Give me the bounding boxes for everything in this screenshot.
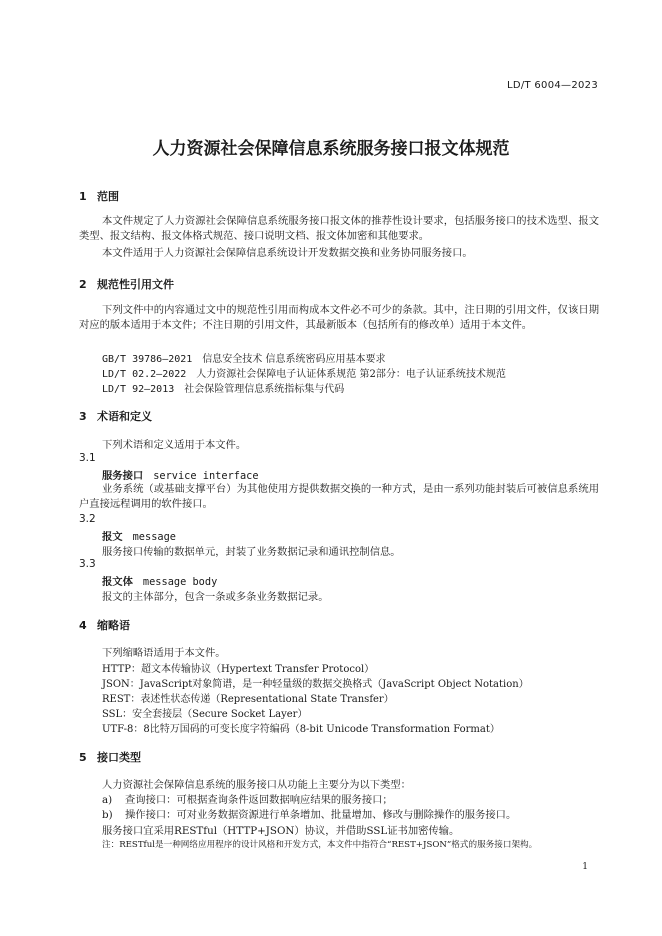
- term-zh: 报文: [102, 531, 123, 543]
- document-title: 人力资源社会保障信息系统服务接口报文体规范: [152, 139, 510, 159]
- reference-title: 信息安全技术 信息系统密码应用基本要求: [202, 354, 386, 365]
- section-3-heading: [79, 408, 152, 424]
- section-1-paragraph-1: 本文件规定了人力资源社会保障信息系统服务接口报文体的推荐性设计要求，包括服务接口的技术选型、报文类型、报文结构、报文体格式规范、接口说明文档、报文体加密和其他要求。: [79, 215, 599, 242]
- section-number: 5: [79, 751, 87, 764]
- term-number: 3.2: [79, 513, 96, 525]
- term-definition: 服务接口传输的数据单元，封装了业务数据记录和通讯控制信息。: [102, 546, 401, 558]
- section-5-tail: 服务接口宜采用RESTful（HTTP+JSON）协议，并借助SSL证书加密传输。: [102, 825, 460, 837]
- term-number: 3.3: [79, 558, 96, 570]
- section-2-heading: [79, 276, 174, 292]
- normative-reference: [102, 350, 386, 365]
- term-zh: 报文体: [102, 576, 133, 588]
- term-en: service interface: [153, 470, 259, 482]
- term-en: message: [132, 531, 176, 543]
- section-5-heading: [79, 749, 141, 765]
- section-number: 3: [79, 410, 87, 423]
- normative-reference: [102, 380, 344, 395]
- reference-code: LD/T 02.2—2022: [102, 369, 187, 380]
- normative-reference: [102, 365, 506, 380]
- section-title: 接口类型: [97, 751, 141, 764]
- section-5-note: 注：RESTful是一种网络应用程序的设计风格和开发方式，本文件中指符合“REST+JSON”格式的服务接口架构。: [102, 840, 538, 850]
- section-title: 缩略语: [97, 619, 130, 632]
- section-1-paragraph-2: 本文件适用于人力资源社会保障信息系统设计开发数据交换和业务协同服务接口。: [102, 247, 473, 259]
- list-item: [102, 791, 393, 806]
- section-5-intro: 人力资源社会保障信息系统的服务接口从功能上主要分为以下类型：: [102, 779, 411, 791]
- document-code: LD/T 6004—2023: [506, 80, 598, 91]
- section-title: 术语和定义: [97, 410, 152, 423]
- section-number: 4: [79, 619, 87, 632]
- list-text: 操作接口：可对业务数据资源进行单条增加、批量增加、修改与删除操作的服务接口。: [125, 809, 517, 821]
- abbreviation-item: JSON：JavaScript对象简谱，是一种轻量级的数据交换格式（JavaScript Object Notation）: [102, 679, 529, 690]
- section-number: 1: [79, 190, 87, 203]
- section-title: 范围: [97, 190, 119, 203]
- abbreviation-item: SSL：安全套接层（Secure Socket Layer）: [102, 709, 308, 720]
- abbreviation-item: REST：表述性状态传递（Representational State Transfer）: [102, 694, 394, 705]
- term-name: [102, 573, 217, 588]
- reference-title: 人力资源社会保障电子认证体系规范 第2部分：电子认证系统技术规范: [196, 369, 506, 380]
- term-definition: 业务系统（或基础支撑平台）为其他使用方提供数据交换的一种方式，是由一系列功能封装后可被信息系统用户直接远程调用的软件接口。: [79, 483, 599, 510]
- reference-code: GB/T 39786—2021: [102, 354, 193, 365]
- term-number: 3.1: [79, 452, 96, 464]
- list-item: [102, 806, 516, 821]
- abbreviation-item: UTF-8：8比特万国码的可变长度字符编码（8-bit Unicode Transformation Format）: [102, 724, 500, 735]
- section-4-heading: [79, 617, 130, 633]
- list-marker: b): [102, 809, 113, 821]
- term-name: [102, 528, 176, 543]
- page-number: 1: [582, 862, 588, 872]
- section-4-intro: 下列缩略语适用于本文件。: [102, 647, 226, 659]
- term-zh: 服务接口: [102, 470, 144, 482]
- section-title: 规范性引用文件: [97, 278, 174, 291]
- term-en: message body: [142, 576, 218, 588]
- section-3-intro: 下列术语和定义适用于本文件。: [102, 439, 247, 451]
- abbreviation-item: HTTP：超文本传输协议（Hypertext Transfer Protocol）: [102, 664, 375, 675]
- list-marker: a): [102, 794, 113, 806]
- section-2-paragraph-1: 下列文件中的内容通过文中的规范性引用而构成本文件必不可少的条款。其中，注日期的引用文件，仅该日期对应的版本适用于本文件；不注日期的引用文件，其最新版本（包括所有的修改单）适用于本文件。: [79, 304, 599, 331]
- term-definition: 报文的主体部分，包含一条或多条业务数据记录。: [102, 591, 329, 603]
- list-text: 查询接口：可根据查询条件返回数据响应结果的服务接口；: [125, 794, 393, 806]
- section-1-heading: [79, 188, 119, 204]
- section-number: 2: [79, 278, 87, 291]
- reference-title: 社会保险管理信息系统指标集与代码: [184, 384, 345, 395]
- reference-code: LD/T 92—2013: [102, 384, 175, 395]
- term-name: [102, 467, 259, 482]
